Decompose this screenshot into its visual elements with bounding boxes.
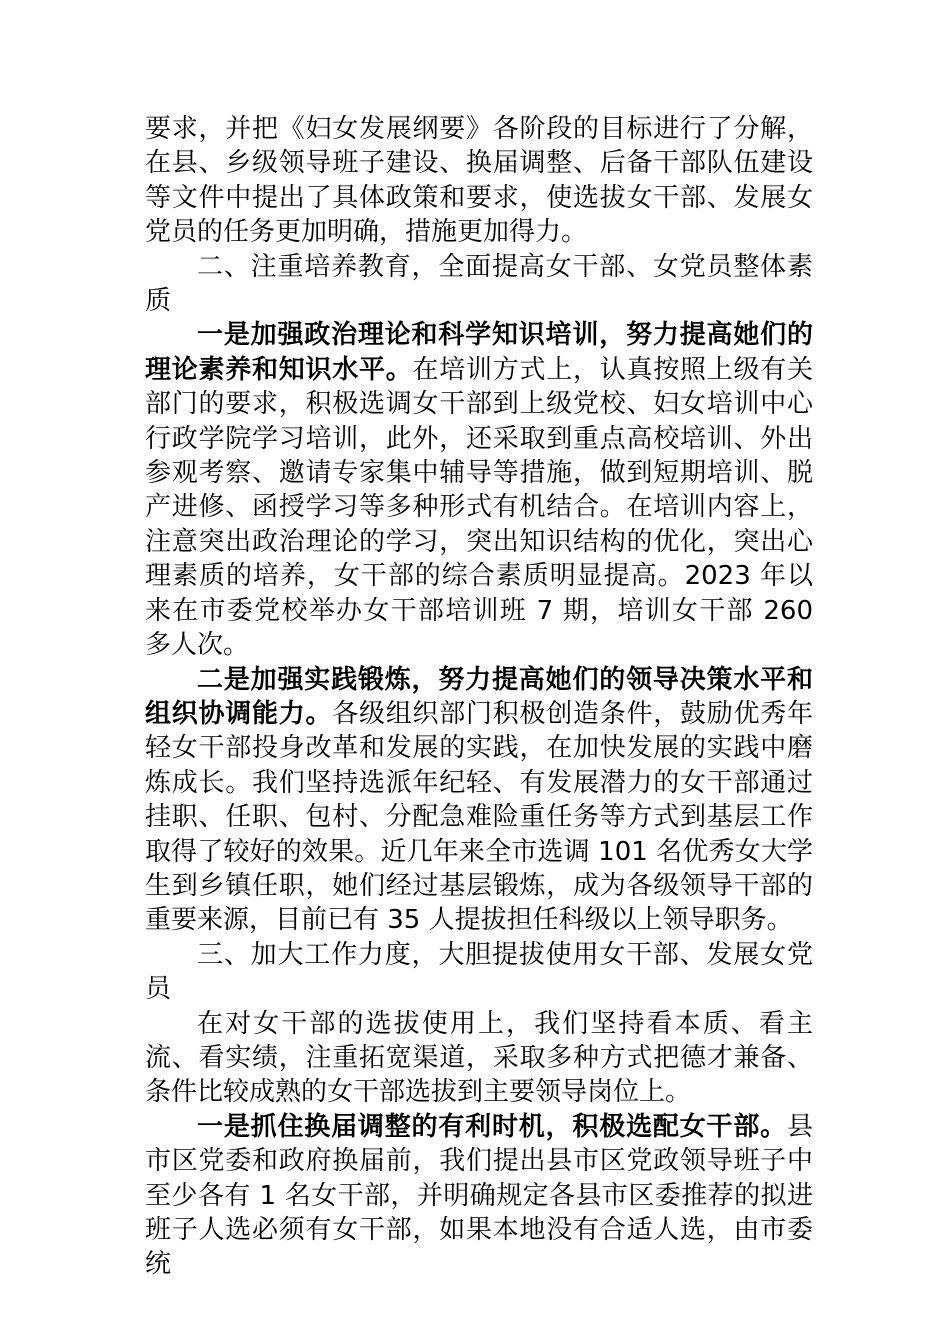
paragraph-text: 在对女干部的选拔使用上，我们坚持看本质、看主流、看实绩，注重拓宽渠道，采取多种方式把德才兼备、条件比较成熟的女干部选拔到主要领导岗位上。 (145, 1008, 813, 1108)
paragraph-election (145, 1110, 813, 1282)
document-body (145, 112, 813, 1282)
section-heading-3 (145, 938, 813, 1007)
paragraph-practice (145, 663, 813, 938)
paragraph-lead-bold: 一是加强政治理论和科学知识培训，努力提高她们的理论素养和知识水平。 (145, 320, 813, 385)
paragraph-lead-bold: 二是加强实践锻炼，努力提高她们的领导决策水平和组织协调能力。 (145, 664, 813, 729)
paragraph-text: 要求，并把《妇女发展纲要》各阶段的目标进行了分解，在县、乡级领导班子建设、换届调整、后备干部队伍建设等文件中提出了具体政策和要求，使选拔女干部、发展女党员的任务更加明确，措施更加得力。 (145, 114, 813, 248)
section-heading-text: 三、加大工作力度，大胆提拔使用女干部、发展女党员 (145, 939, 813, 1005)
paragraph-text: 各级组织部门积极创造条件，鼓励优秀年轻女干部投身改革和发展的实践，在加快发展的实践中磨炼成长。我们坚持选派年纪轻、有发展潜力的女干部通过挂职、任职、包村、分配急难险重任务等方式到基层工作取得了较好的效果。近几年来全市选调 101 名优秀女大学生到乡镇任职，她们经过基层锻炼，成为各级领导干部的重要来源，目前已有 35 人提拔担任科级以上领导职务。 (145, 698, 813, 936)
paragraph-training (145, 318, 813, 662)
paragraph-text: 在培训方式上，认真按照上级有关部门的要求，积极选调女干部到上级党校、妇女培训中心行政学院学习培训，此外，还采取到重点高校培训、外出参观考察、邀请专家集中辅导等措施，做到短期培训、脱产进修、函授学习等多种形式有机结合。在培训内容上，注意突出政治理论的学习，突出知识结构的优化，突出心理素质的培养，女干部的综合素质明显提高。2023 年以来在市委党校举办女干部培训班 7 期，培训女干部 260 多人次。 (145, 354, 813, 661)
paragraph-text: 县市区党委和政府换届前，我们提出县市区党政领导班子中至少各有 1 名女干部，并明确规定各县市区委推荐的拟进班子人选必须有女干部，如果本地没有合适人选，由市委统 (145, 1111, 813, 1280)
section-heading-text: 二、注重培养教育，全面提高女干部、女党员整体素质 (145, 251, 813, 317)
paragraph-selection (145, 1007, 813, 1110)
section-heading-2 (145, 250, 813, 319)
paragraph-lead-bold: 一是抓住换届调整的有利时机，积极选配女干部。 (197, 1111, 787, 1142)
paragraph-continuation (145, 112, 813, 250)
